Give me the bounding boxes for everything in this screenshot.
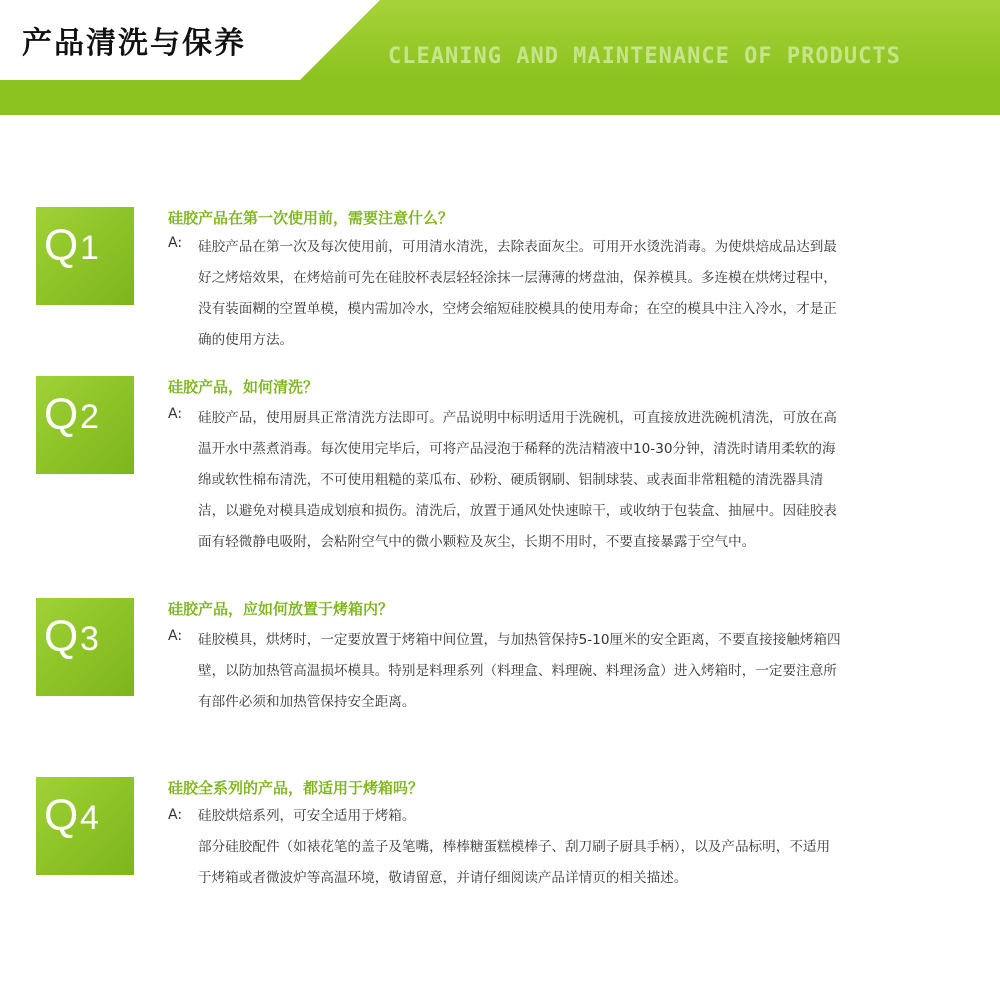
question-badge (36, 777, 134, 875)
answer-text (198, 801, 958, 894)
page-subtitle: CLEANING AND MAINTENANCE OF PRODUCTS (388, 44, 901, 69)
question-title: 硅胶产品，如何清洗？ (168, 378, 319, 396)
question-title: 硅胶产品，应如何放置于烤箱内？ (168, 600, 394, 618)
question-badge (36, 207, 134, 305)
answer-line: 洁，以避免对模具造成划痕和损伤。清洗后，放置于通风处快速晾干，或收纳于包装盒、抽屉中。因硅胶表 (198, 503, 837, 519)
answer-line: 硅胶产品在第一次及每次使用前，可用清水清洗，去除表面灰尘。可用开水烫洗消毒。为使烘焙成品达到最 (198, 239, 837, 255)
answer-line: 面有轻微静电吸附，会粘附空气中的微小颗粒及灰尘，长期不用时，不要直接暴露于空气中。 (198, 534, 756, 550)
answer-line: 于烤箱或者微波炉等高温环境，敬请留意，并请仔细阅读产品详情页的相关描述。 (198, 870, 688, 886)
answer-line: 有部件必须和加热管保持安全距离。 (198, 694, 416, 710)
question-title: 硅胶产品在第一次使用前，需要注意什么？ (168, 209, 454, 227)
header-banner (0, 0, 1000, 115)
answer-label: A: (168, 406, 183, 422)
badge-number: 3 (80, 620, 99, 658)
badge-number: 1 (80, 229, 99, 267)
answer-label: A: (168, 628, 183, 644)
question-badge (36, 598, 134, 696)
answer-line: 部分硅胶配件（如裱花笔的盖子及笔嘴，棒棒糖蛋糕模棒子、刮刀刷子厨具手柄），以及产品标明，不适用 (198, 839, 831, 855)
page-title: 产品清洗与保养 (22, 26, 246, 61)
answer-line: 硅胶模具，烘烤时，一定要放置于烤箱中间位置，与加热管保持5-10厘米的安全距离，不要直接接触烤箱四 (198, 632, 841, 648)
badge-letter: Q (44, 612, 79, 661)
answer-text (198, 232, 958, 356)
answer-line: 好之烤焙效果，在烤焙前可先在硅胶杯表层轻轻涂抹一层薄薄的烤盘油，保养模具。多连模在烘烤过程中， (198, 270, 837, 286)
answer-line: 没有装面糊的空置单模，模内需加冷水，空烤会缩短硅胶模具的使用寿命；在空的模具中注入冷水，才是正 (198, 301, 837, 317)
answer-label: A: (168, 235, 183, 251)
answer-line: 硅胶烘焙系列，可安全适用于烤箱。 (198, 808, 416, 824)
badge-number: 4 (80, 799, 99, 837)
question-badge (36, 376, 134, 474)
answer-text (198, 403, 958, 558)
answer-text (198, 625, 958, 718)
badge-number: 2 (80, 398, 99, 436)
answer-line: 温开水中蒸煮消毒。每次使用完毕后，可将产品浸泡于稀释的洗洁精液中10-30分钟，清洗时请用柔软的海 (198, 441, 836, 457)
answer-line: 绵或软性棉布清洗，不可使用粗糙的菜瓜布、砂粉、硬质钢刷、铝制球装、或表面非常粗糙的清洗器具清 (198, 472, 824, 488)
answer-line: 确的使用方法。 (198, 332, 294, 348)
answer-line: 硅胶产品，使用厨具正常清洗方法即可。产品说明中标明适用于洗碗机，可直接放进洗碗机清洗，可放在高 (198, 410, 837, 426)
answer-label: A: (168, 807, 183, 823)
answer-line: 壁，以防加热管高温损坏模具。特别是料理系列（料理盒、料理碗、料理汤盒）进入烤箱时，一定要注意所 (198, 663, 837, 679)
badge-letter: Q (44, 221, 79, 270)
badge-letter: Q (44, 791, 79, 840)
question-title: 硅胶全系列的产品，都适用于烤箱吗？ (168, 779, 424, 797)
badge-letter: Q (44, 390, 79, 439)
